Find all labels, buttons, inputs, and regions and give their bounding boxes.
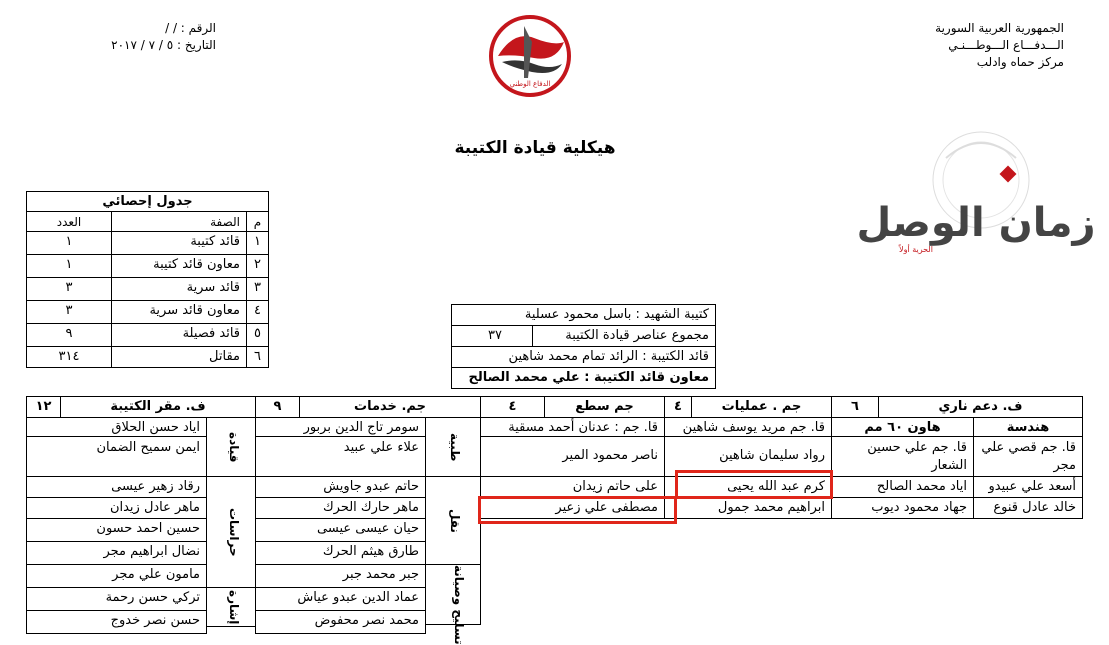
surface-name-2: ناصر محمود المير <box>480 436 665 477</box>
medical-label: طبية <box>425 417 481 477</box>
support-label: ف. دعم ناري <box>878 396 1083 418</box>
guards-label: حراسات <box>206 476 256 588</box>
svg-text:الحرية أولاً: الحرية أولاً <box>899 245 933 254</box>
mortar-name-1: قا. جم علي حسين الشعار <box>831 436 974 477</box>
stats-m-4: ٤ <box>246 300 269 324</box>
stats-col-num: العدد <box>26 211 112 232</box>
ops-name-4: ابراهيم محمد جمول <box>664 497 832 519</box>
hq-guard-1: رقاد زهير عيسى <box>26 476 207 498</box>
ops-name-1: قا. جم مريد يوسف شاهين <box>664 417 832 437</box>
hq-signal-1: تركي حسن رحمة <box>26 587 207 611</box>
services-arm-3: محمد نصر محفوض <box>255 610 426 634</box>
ref-number: الرقم : / / <box>165 21 216 35</box>
stats-n-5: ٩ <box>26 323 112 347</box>
total-label: مجموع عناصر قيادة الكتيبة <box>532 325 716 347</box>
stats-n-6: ٣١٤ <box>26 346 112 368</box>
ops-name-2: رواد سليمان شاهين <box>664 436 832 477</box>
mortar-header: هاون ٦٠ مم <box>831 417 974 437</box>
eng-name-1: قا. جم قصي علي مجر <box>973 436 1083 477</box>
stats-col-m: م <box>246 211 269 232</box>
eng-header: هندسة <box>973 417 1083 437</box>
svg-text:زمان الوصل: زمان الوصل <box>856 200 1096 246</box>
mortar-name-3: جهاد محمود ديوب <box>831 497 974 519</box>
stats-m-5: ٥ <box>246 323 269 347</box>
stats-desc-3: قائد سرية <box>111 277 247 301</box>
national-defense-logo <box>484 12 576 98</box>
services-transport-1: حاتم عبدو جاويش <box>255 476 426 498</box>
stats-col-desc: الصفة <box>111 211 247 232</box>
ops-label: جم . عمليات <box>691 396 832 418</box>
highlight-box-mustafa <box>478 496 677 524</box>
stats-desc-4: معاون قائد سرية <box>111 300 247 324</box>
country-line: الجمهورية العربية السورية <box>935 21 1064 35</box>
eng-name-2: أسعد علي عبيدو <box>973 476 1083 498</box>
hq-guard-5: مامون علي مجر <box>26 564 207 588</box>
surface-name-4: مصطفى علي زعير <box>480 497 665 519</box>
eng-name-3: خالد عادل قنوع <box>973 497 1083 519</box>
support-count: ٦ <box>831 396 879 418</box>
highlight-box-karam <box>675 470 833 499</box>
leadership-label: قيادة <box>206 417 256 477</box>
battalion-name: كتيبة الشهيد : باسل محمود عسلية <box>451 304 716 326</box>
stats-m-6: ٦ <box>246 346 269 368</box>
stats-n-3: ٣ <box>26 277 112 301</box>
battalion-leader: قائد الكتيبة : الرائد تمام محمد شاهين <box>451 346 716 368</box>
hq-count: ١٢ <box>26 396 61 418</box>
services-med-2: علاء علي عبيد <box>255 436 426 477</box>
ops-name-3: كرم عبد الله يحيى <box>664 476 832 498</box>
doc-date: التاريخ : ٥ / ٧ / ٢٠١٧ <box>111 38 216 52</box>
stats-m-3: ٣ <box>246 277 269 301</box>
center-line: مركز حماه وادلب <box>976 55 1064 69</box>
ops-count: ٤ <box>664 396 692 418</box>
services-arm-2: عماد الدين عبدو عياش <box>255 587 426 611</box>
stats-desc-1: قائد كتيبة <box>111 231 247 255</box>
hq-label: ف. مقر الكتيبة <box>60 396 256 418</box>
services-transport-3: حيان عيسى عيسى <box>255 518 426 542</box>
hq-lead-2: ايمن سميح الضمان <box>26 436 207 477</box>
hq-guard-2: ماهر عادل زيدان <box>26 497 207 519</box>
mortar-name-2: اياد محمد الصالح <box>831 476 974 498</box>
services-count: ٩ <box>255 396 300 418</box>
page-title: هيكلية قيادة الكتيبة <box>454 138 616 158</box>
services-label: جم. خدمات <box>299 396 481 418</box>
hq-guard-4: نضال ابراهيم مجر <box>26 541 207 565</box>
stats-n-2: ١ <box>26 254 112 278</box>
org-line: الـــدفـــاع الـــوطـــنـي <box>948 38 1064 52</box>
services-med-1: سومر تاج الدين بربور <box>255 417 426 437</box>
surface-count: ٤ <box>480 396 545 418</box>
svg-text:الدفاع الوطني: الدفاع الوطني <box>509 80 551 88</box>
stats-desc-5: قائد فصيلة <box>111 323 247 347</box>
zaman-alwasl-logo <box>856 128 1096 258</box>
hq-lead-1: اياد حسن الحلاق <box>26 417 207 437</box>
transport-label: نقل <box>425 476 481 565</box>
header-left <box>40 20 216 54</box>
stats-m-1: ١ <box>246 231 269 255</box>
services-transport-4: طارق هيثم الحرك <box>255 541 426 565</box>
stats-desc-2: معاون قائد كتيبة <box>111 254 247 278</box>
hq-signal-2: حسن نصر خدوج <box>26 610 207 634</box>
stats-n-1: ١ <box>26 231 112 255</box>
surface-name-3: على حاتم زيدان <box>480 476 665 498</box>
stats-n-4: ٣ <box>26 300 112 324</box>
battalion-deputy: معاون قائد الكتيبة : علي محمد الصالح <box>451 367 716 389</box>
surface-name-1: قا. جم : عدنان أحمد مسقية <box>480 417 665 437</box>
stats-m-2: ٢ <box>246 254 269 278</box>
stats-desc-6: مقاتل <box>111 346 247 368</box>
header-right <box>935 20 1064 71</box>
services-arm-1: جبر محمد جبر <box>255 564 426 588</box>
services-transport-2: ماهر حارك الحرك <box>255 497 426 519</box>
signals-label: إشارة <box>206 587 256 627</box>
total-value: ٣٧ <box>451 325 533 347</box>
surface-label: جم سطع <box>544 396 665 418</box>
hq-guard-3: حسين احمد حسون <box>26 518 207 542</box>
arming-label: تسليح وصيانة <box>425 564 481 625</box>
stats-title: جدول إحصائي <box>26 191 269 212</box>
